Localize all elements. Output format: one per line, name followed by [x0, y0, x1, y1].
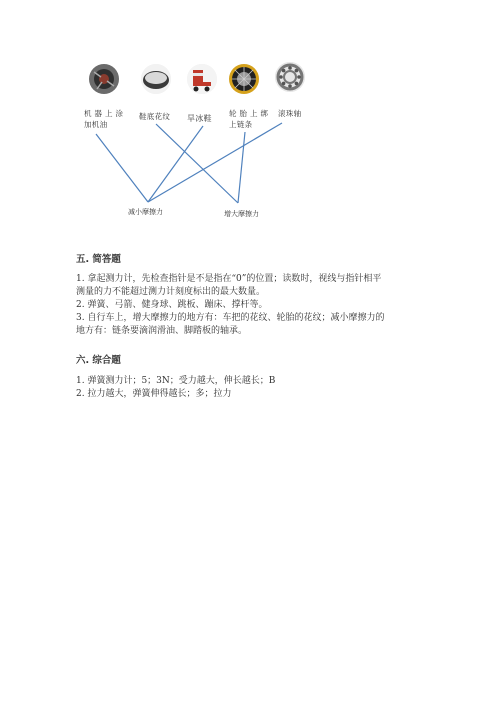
result-increase-friction: 增大摩擦力 [224, 210, 259, 218]
result-decrease-friction: 减小摩擦力 [128, 208, 163, 216]
line-roller-skate-to-decrease [148, 126, 203, 202]
item-label-ball-bearing: 滚珠轴 [278, 109, 302, 118]
line-machine-oil-to-decrease [96, 134, 148, 202]
item-label-machine-oil: 机 器 上 涂 加机油 [84, 109, 124, 129]
line-tire-chain-to-increase [238, 132, 245, 203]
section-5-line: 测量的力不能超过测力计刻度标出的最大数量。 [76, 287, 266, 297]
section-5-line: 3. 自行车上，增大摩擦力的地方有：车把的花纹、轮胎的花纹；减小摩擦力的 [76, 313, 385, 323]
matching-lines [0, 0, 500, 240]
section-5-line: 2. 弹簧、弓箭、健身球、跳板、蹦床、撑杆等。 [76, 300, 268, 310]
item-label-shoe-sole: 鞋底花纹 [139, 112, 171, 121]
section-5-line: 1. 拿起测力计，先检查指针是不是指在“0”的位置；读数时，视线与指针相平 [76, 274, 382, 284]
section-6-line: 1. 弹簧测力计；5；3N；受力越大，伸长越长；B [76, 376, 276, 386]
item-label-tire-chain: 轮 胎 上 绑 上链条 [229, 109, 269, 129]
matching-diagram [0, 0, 500, 240]
line-shoe-sole-to-increase [156, 124, 238, 203]
item-label-roller-skate: 旱冰鞋 [187, 114, 212, 123]
section-5-title: 五. 简答题 [76, 254, 121, 265]
section-5-body [76, 273, 426, 338]
section-6-title: 六. 综合题 [76, 355, 121, 366]
section-5-line: 地方有：链条要滴润滑油、脚踏板的轴承。 [76, 326, 248, 336]
section-6-line: 2. 拉力越大，弹簧伸得越长；多；拉力 [76, 389, 232, 399]
section-6-body [76, 375, 426, 401]
